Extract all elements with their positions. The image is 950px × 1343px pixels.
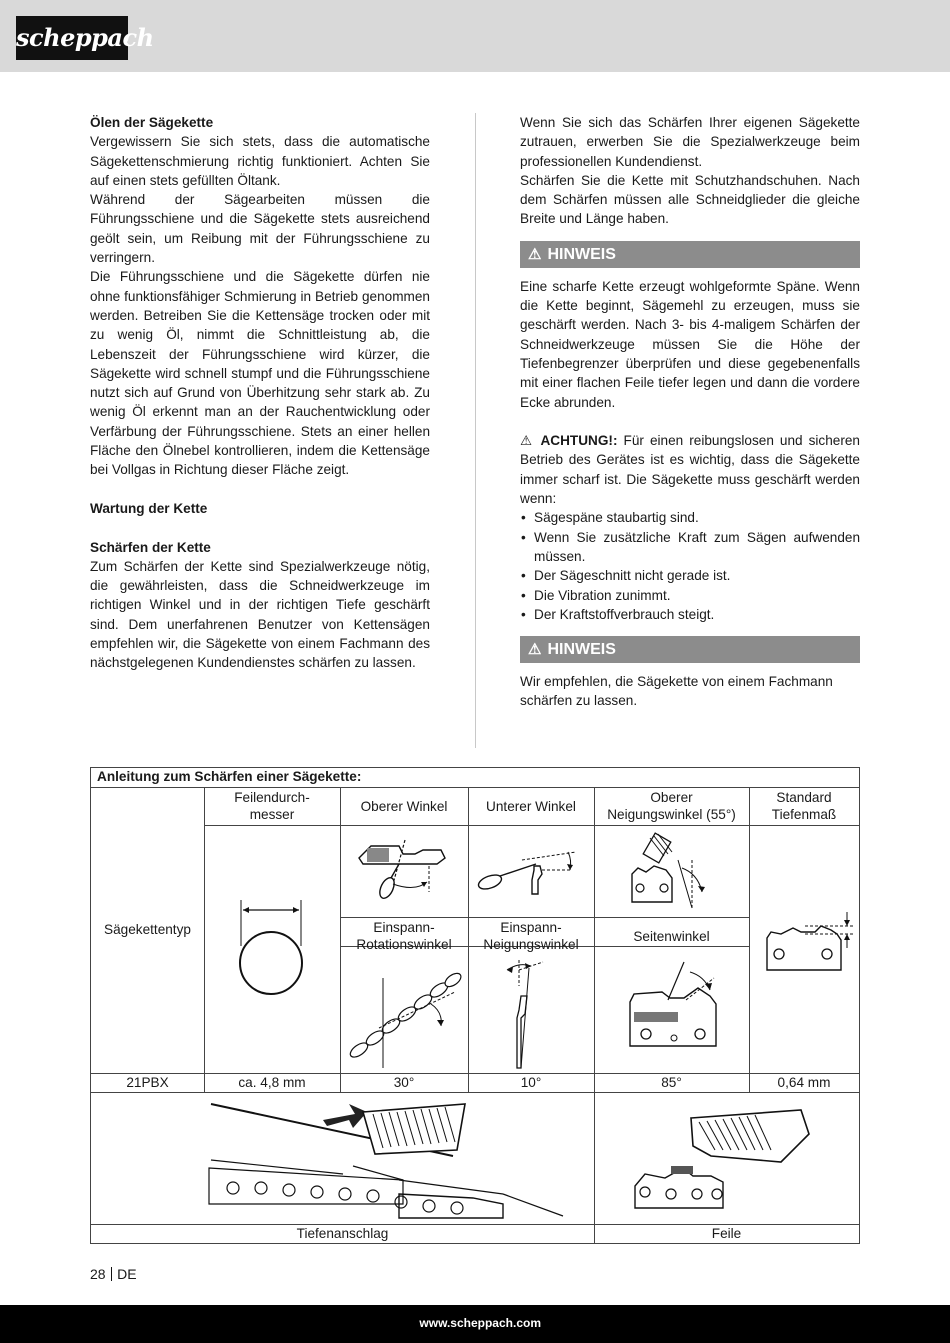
- sharpen-heading: Schärfen der Kette: [90, 539, 211, 555]
- footer-bar: [0, 1305, 950, 1343]
- file-diameter-illustration: [231, 898, 311, 998]
- right-column: [520, 113, 860, 711]
- clamp-rotation-angle-illustration: [343, 958, 465, 1070]
- oil-heading: Ölen der Sägekette: [90, 115, 214, 130]
- page-number-value: 28: [90, 1266, 106, 1282]
- file-illustration: [631, 1108, 831, 1218]
- warning-icon: ⚠: [528, 641, 542, 659]
- warning-icon: ⚠: [520, 433, 541, 449]
- header-standard-depth: Standard Tiefenmaß: [771, 790, 837, 822]
- upper-tilt-angle-illustration: [626, 830, 721, 915]
- list-item: • Der Sägeschnitt nicht gerade ist.: [520, 566, 860, 585]
- clamp-tilt-angle-illustration: [491, 956, 581, 1068]
- sharpening-table: [90, 767, 860, 1244]
- table-title: Anleitung zum Schärfen einer Sägekette:: [97, 769, 362, 784]
- hinweis-banner-1: [520, 241, 860, 268]
- list-item: • Sägespäne staubartig sind.: [520, 508, 860, 527]
- side-angle-illustration: [624, 958, 744, 1070]
- hinweis-banner-2: [520, 636, 860, 663]
- depth-gauge-illustration: [203, 1094, 583, 1222]
- sharpen-paragraph: Zum Schärfen der Kette sind Spezialwerkzeuge nötig, die gewährleisten, dass die Schneidwerkzeuge im richtigen Winkel und in der richtigen Tiefe geschärft sind. Dem unerfahrenen Benutzer von Kettensägen empfehlen wir, die Sägekette von einem Fachmann des nächstgelegenen Kundendienstes schärfen zu lassen.: [90, 558, 430, 671]
- oil-paragraph-3: Die Führungsschiene und die Sägekette dürfen nie ohne funktionsfähiger Schmierung in Betrieb genommen werden. Betreiben Sie die Kettensäge trocken oder mit zu wenig Öl, nimmt die Schnittleistung ab, die Lebenszeit der Führungsschiene wird kürzer, die Sägekette wird schnell stumpf und die Führungsschiene nutzt sich auf Grund von Überhitzung sehr stark ab. Zu wenig Öl erkennt man an der Rauchentwicklung oder Verfärbung der Führungsschiene. Stets an einer hellen Fläche den Ölnebel kontrollieren, indem die Kettensäge bei Vollgas in Richtung dieser Fläche zeigt.: [90, 269, 430, 478]
- value-lower-angle: 10°: [520, 1075, 542, 1090]
- value-file-diameter: ca. 4,8 mm: [238, 1075, 306, 1090]
- header-lower-angle: Unterer Winkel: [486, 799, 576, 814]
- hinweis-label-1: HINWEIS: [547, 245, 616, 263]
- value-side-angle: 85°: [661, 1075, 682, 1090]
- header-clamp-tilt-angle: Einspann- Neigungswinkel: [483, 920, 579, 952]
- column-divider: [475, 113, 476, 748]
- achtung-text: Für einen reibungslosen und sicheren Betrieb des Gerätes ist es wichtig, dass die Sägekette immer scharf ist. Die Sägekette muss geschärft werden wenn:: [520, 433, 860, 507]
- hinweis-text-1: Eine scharfe Kette erzeugt wohlgeformte Späne. Wenn die Kette beginnt, Sägemehl zu erzeugen, muss sie geschärft werden. Nach 3- bis 4-maligem Schärfen der Schneidwerkzeuge müssen Sie die Höhe der Tiefenbegrenzer überprüfen und diese gegebenenfalls mit einer flachen Feile tiefer legen und dann die vordere Ecke abrunden.: [520, 278, 860, 410]
- achtung-paragraph: [520, 431, 860, 508]
- value-upper-angle: 30°: [393, 1075, 415, 1090]
- caption-file: Feile: [711, 1226, 742, 1241]
- website-link[interactable]: www.scheppach.com: [419, 1316, 541, 1330]
- header-side-angle: Seitenwinkel: [633, 929, 710, 944]
- intro-paragraph-2: Schärfen Sie die Kette mit Schutzhandschuhen. Nach dem Schärfen müssen alle Schneidglieder die gleiche Breite und Länge haben.: [520, 172, 860, 227]
- value-depth: 0,64 mm: [777, 1075, 831, 1090]
- oil-paragraph-2: Während der Sägearbeiten müssen die Führungsschiene und die Sägekette stets ausreichend geölt sein, um Reibung mit der Führungsschiene zu verringern.: [90, 192, 430, 266]
- list-item: • Wenn Sie zusätzliche Kraft zum Sägen aufwenden müssen.: [520, 528, 860, 567]
- warning-icon: ⚠: [528, 245, 542, 263]
- header-upper-angle: Oberer Winkel: [360, 799, 448, 814]
- page-separator: [111, 1267, 113, 1281]
- list-item: • Der Kraftstoffverbrauch steigt.: [520, 605, 860, 624]
- page-number: [90, 1266, 137, 1282]
- list-item: • Die Vibration zunimmt.: [520, 586, 860, 605]
- sharpen-condition-list: [520, 508, 860, 624]
- left-column: [90, 113, 430, 673]
- hinweis-label-2: HINWEIS: [547, 641, 616, 659]
- maintenance-heading: Wartung der Kette: [90, 500, 208, 516]
- lower-angle-illustration: [476, 840, 586, 915]
- language-code: DE: [117, 1266, 137, 1282]
- hinweis-text-2: Wir empfehlen, die Sägekette von einem Fachmann schärfen zu lassen.: [520, 674, 833, 709]
- value-chain-type: 21PBX: [126, 1075, 169, 1090]
- scheppach-logo: scheppach: [16, 16, 128, 60]
- header-clamp-rotation-angle: Einspann- Rotationswinkel: [356, 920, 452, 952]
- row-label-chain-type: Sägekettentyp: [104, 922, 191, 937]
- intro-paragraph-1: Wenn Sie sich das Schärfen Ihrer eigenen Sägekette zutrauen, erwerben Sie die Spezialwerkzeuge beim professionellen Kundendienst.: [520, 115, 860, 169]
- header-file-diameter: Feilendurch- messer: [234, 790, 310, 822]
- caption-depth-gauge: Tiefenanschlag: [296, 1226, 389, 1241]
- standard-depth-illustration: [761, 908, 856, 988]
- oil-paragraph-1: Vergewissern Sie sich stets, dass die automatische Sägekettenschmierung richtig funktioniert. Achten Sie auf einen stets gefüllten Öltank.: [90, 134, 430, 188]
- upper-angle-illustration: [353, 836, 458, 916]
- achtung-label: ACHTUNG!:: [540, 433, 618, 449]
- header-upper-tilt-angle: Oberer Neigungswinkel (55°): [607, 790, 736, 822]
